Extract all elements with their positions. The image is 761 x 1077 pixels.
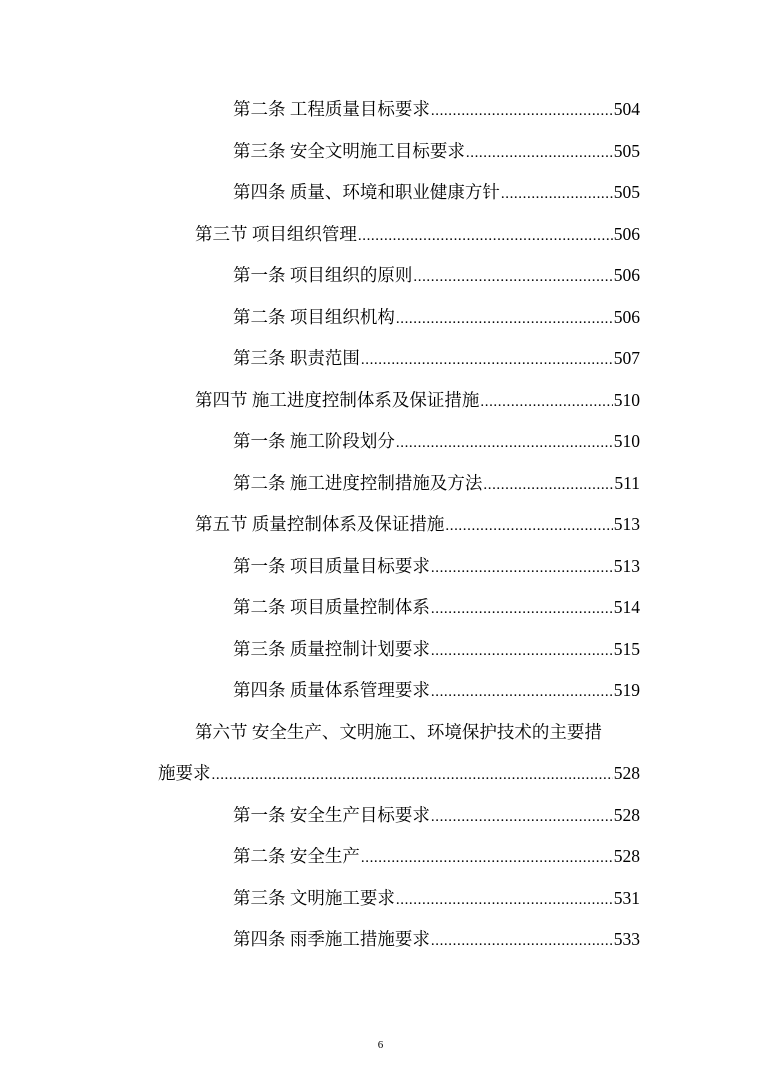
toc-entry-label: 第六节 安全生产、文明施工、环境保护技术的主要措 [195, 722, 602, 742]
toc-entry[interactable] [233, 843, 640, 869]
dot-leader [396, 428, 613, 454]
toc-entry-label: 第三条 文明施工要求 [233, 888, 395, 908]
dot-leader [358, 221, 613, 247]
toc-entry-page: 506 [613, 265, 640, 285]
toc-entry-label: 第三节 项目组织管理 [195, 224, 357, 244]
toc-entry-page: 510 [613, 390, 640, 410]
toc-entry-label: 第二条 施工进度控制措施及方法 [233, 473, 483, 493]
dot-leader [361, 345, 613, 371]
toc-entry-label: 第三条 质量控制计划要求 [233, 639, 430, 659]
toc-entry[interactable] [233, 96, 640, 122]
toc-section-entry[interactable] [195, 511, 640, 537]
dot-leader [431, 677, 613, 703]
toc-entry-page: 514 [613, 597, 640, 617]
toc-entry-label: 第一条 施工阶段划分 [233, 431, 395, 451]
dot-leader [431, 553, 613, 579]
page-number: 6 [377, 1039, 384, 1051]
dot-leader [361, 843, 613, 869]
dot-leader [431, 594, 613, 620]
toc-entry-page: 533 [613, 929, 640, 949]
toc-entry-label: 第二条 项目质量控制体系 [233, 597, 430, 617]
toc-entry[interactable] [233, 926, 640, 952]
toc-section-entry[interactable] [195, 719, 640, 745]
toc-entry[interactable] [233, 802, 640, 828]
dot-leader [445, 511, 612, 537]
toc-entry-label: 第一条 项目质量目标要求 [233, 556, 430, 576]
toc-entry[interactable] [233, 594, 640, 620]
toc-entry-label: 第二条 项目组织机构 [233, 307, 395, 327]
toc-entry[interactable] [233, 885, 640, 911]
toc-entry-page: 506 [613, 307, 640, 327]
toc-entry-page: 511 [614, 473, 640, 493]
toc-entry-label: 第四条 质量、环境和职业健康方针 [233, 182, 500, 202]
toc-entry-label: 第四条 质量体系管理要求 [233, 680, 430, 700]
toc-entry-page: 513 [613, 514, 640, 534]
toc-entry[interactable] [233, 470, 640, 496]
toc-entry-label: 第三条 职责范围 [233, 348, 360, 368]
toc-entry-page: 507 [613, 348, 640, 368]
dot-leader [396, 885, 613, 911]
toc-entry-label: 第四条 雨季施工措施要求 [233, 929, 430, 949]
toc-entry-page: 513 [613, 556, 640, 576]
dot-leader [431, 926, 613, 952]
toc-entry-label: 第一条 项目组织的原则 [233, 265, 413, 285]
dot-leader [483, 470, 613, 496]
toc-entry-label: 第三条 安全文明施工目标要求 [233, 141, 465, 161]
dot-leader [212, 760, 613, 786]
toc-entry[interactable] [233, 345, 640, 371]
toc-entry[interactable] [233, 179, 640, 205]
dot-leader [480, 387, 612, 413]
toc-entry-label: 第一条 安全生产目标要求 [233, 805, 430, 825]
toc-entry[interactable] [233, 677, 640, 703]
dot-leader [431, 802, 613, 828]
toc-entry-page: 531 [613, 888, 640, 908]
toc-entry[interactable] [233, 428, 640, 454]
toc-entry-page: 510 [613, 431, 640, 451]
toc-section-entry[interactable] [195, 387, 640, 413]
toc-section-entry-continuation[interactable] [158, 760, 640, 786]
toc-entry-label: 第二条 工程质量目标要求 [233, 99, 430, 119]
toc-section-entry[interactable] [195, 221, 640, 247]
dot-leader [466, 138, 613, 164]
toc-entry-label: 第四节 施工进度控制体系及保证措施 [195, 390, 480, 410]
toc-entry-label: 第二条 安全生产 [233, 846, 360, 866]
toc-entry[interactable] [233, 553, 640, 579]
toc-entry-page: 528 [613, 763, 640, 783]
toc-entry[interactable] [233, 138, 640, 164]
toc-entry[interactable] [233, 262, 640, 288]
toc-entry[interactable] [233, 636, 640, 662]
toc-entry-page: 506 [613, 224, 640, 244]
toc-entry-page: 528 [613, 846, 640, 866]
toc-entry-label: 施要求 [158, 763, 211, 783]
toc-entry-page: 528 [613, 805, 640, 825]
toc-entry-page: 515 [613, 639, 640, 659]
toc-entry-page: 519 [613, 680, 640, 700]
dot-leader [413, 262, 612, 288]
dot-leader [396, 304, 613, 330]
dot-leader [431, 636, 613, 662]
toc-entry-page: 504 [613, 99, 640, 119]
dot-leader [431, 96, 613, 122]
toc-entry-label: 第五节 质量控制体系及保证措施 [195, 514, 445, 534]
dot-leader [501, 179, 613, 205]
toc-entry-page: 505 [613, 141, 640, 161]
toc-entry-page: 505 [613, 182, 640, 202]
toc-entry[interactable] [233, 304, 640, 330]
